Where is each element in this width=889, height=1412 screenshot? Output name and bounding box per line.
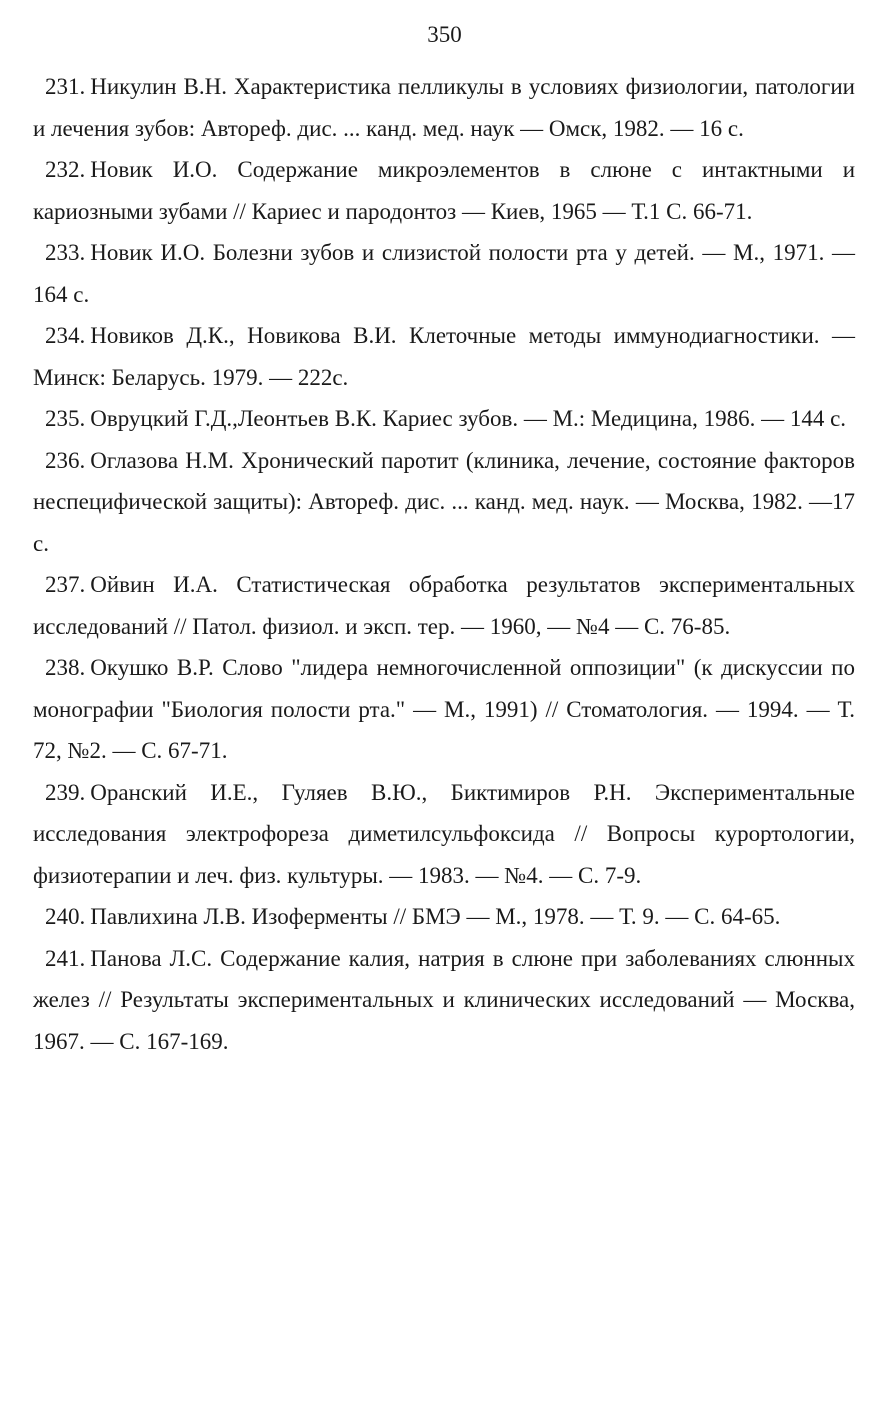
reference-text: Новиков Д.К., Новикова В.И. Клеточные методы иммунодиагностики. — Минск: Беларусь. 1979. — 222с. bbox=[33, 323, 855, 390]
reference-number: 236. bbox=[45, 447, 86, 473]
reference-item bbox=[33, 149, 855, 232]
reference-text: Окушко В.Р. Слово "лидера немногочисленной оппозиции" (к дискуссии по монографии "Биология полости рта." — М., 1991) // Стоматология. — 1994. — Т. 72, №2. — С. 67-71. bbox=[33, 655, 855, 763]
reference-text: Павлихина Л.В. Изоферменты // БМЭ — М., 1978. — Т. 9. — С. 64-65. bbox=[90, 904, 781, 929]
reference-text: Никулин В.Н. Характеристика пелликулы в условиях физиологии, патологии и лечения зубов: Автореф. дис. ... канд. мед. наук — Омск, 1982. — 16 с. bbox=[33, 74, 855, 141]
reference-item bbox=[33, 564, 855, 647]
reference-number: 235. bbox=[45, 406, 86, 431]
reference-item bbox=[33, 315, 855, 398]
reference-number: 232. bbox=[45, 157, 86, 182]
reference-number: 237. bbox=[45, 572, 86, 597]
reference-text: Овруцкий Г.Д.,Леонтьев В.К. Кариес зубов. — М.: Медицина, 1986. — 144 с. bbox=[90, 406, 847, 431]
reference-text: Новик И.О. Болезни зубов и слизистой полости рта у детей. — М., 1971. — 164 с. bbox=[33, 240, 855, 307]
reference-text: Ойвин И.А. Статистическая обработка результатов экспериментальных исследований // Патол. физиол. и эксп. тер. — 1960, — №4 — С. 76-85. bbox=[33, 572, 855, 639]
reference-item bbox=[33, 938, 855, 1063]
reference-item bbox=[33, 398, 855, 440]
reference-number: 240. bbox=[45, 904, 86, 929]
reference-item bbox=[33, 772, 855, 897]
reference-text: Оранский И.Е., Гуляев В.Ю., Биктимиров Р.Н. Экспериментальные исследования электрофореза диметилсульфоксида // Вопросы курортологии, физиотерапии и леч. физ. культуры. — 1983. — №4. — С. 7-9. bbox=[33, 779, 855, 888]
reference-item bbox=[33, 232, 855, 315]
reference-number: 234. bbox=[45, 323, 86, 348]
reference-number: 233. bbox=[45, 240, 86, 265]
reference-number: 239. bbox=[45, 779, 86, 805]
reference-item bbox=[33, 647, 855, 772]
reference-item bbox=[33, 66, 855, 149]
reference-number: 231. bbox=[45, 74, 86, 99]
page-number: 350 bbox=[427, 22, 462, 47]
reference-list bbox=[33, 66, 855, 1062]
reference-text: Оглазова Н.М. Хронический паротит (клиника, лечение, состояние факторов неспецифической защиты): Автореф. дис. ... канд. мед. наук. — Москва, 1982. —17 с. bbox=[33, 447, 855, 556]
reference-text: Новик И.О. Содержание микроэлементов в слюне с интактными и кариозными зубами // Кариес и пародонтоз — Киев, 1965 — Т.1 С. 66-71. bbox=[33, 157, 855, 224]
reference-item bbox=[33, 440, 855, 565]
reference-item bbox=[33, 896, 855, 938]
reference-number: 238. bbox=[45, 655, 86, 680]
reference-text: Панова Л.С. Содержание калия, натрия в слюне при заболеваниях слюнных желез // Результаты экспериментальных и клинических исследований — Москва, 1967. — С. 167-169. bbox=[33, 945, 855, 1054]
reference-number: 241. bbox=[45, 945, 86, 971]
